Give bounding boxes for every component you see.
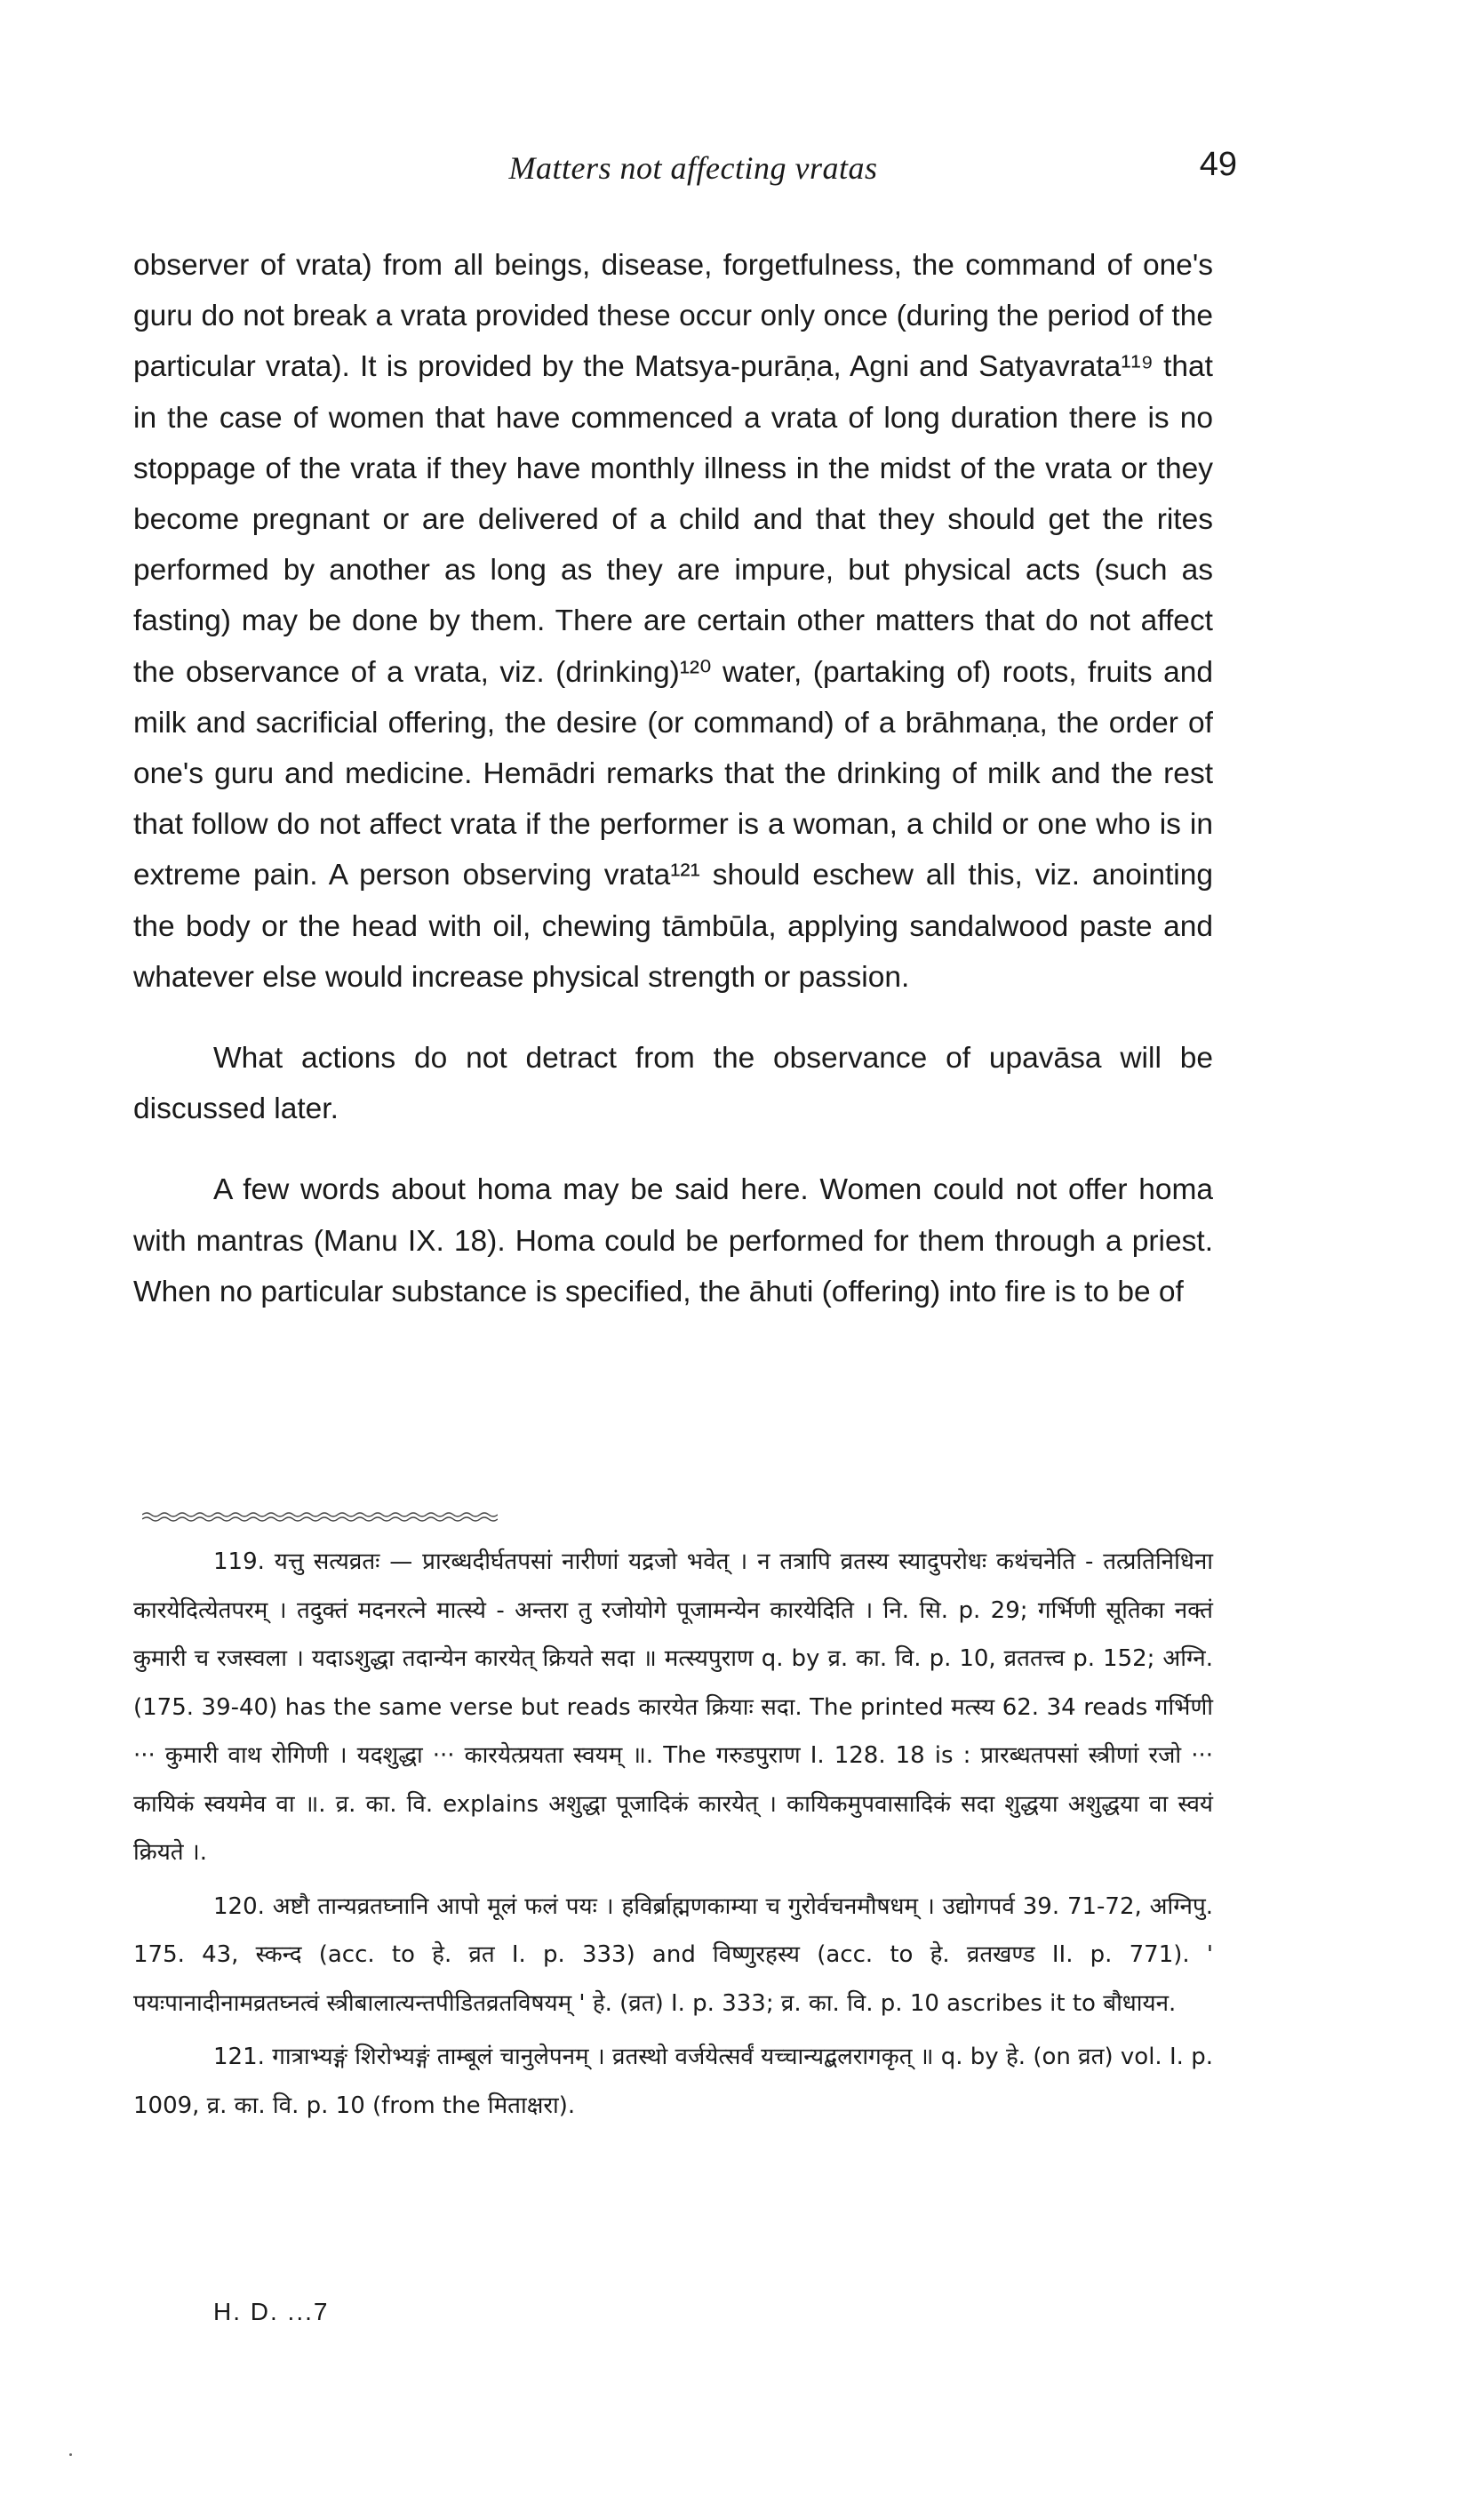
page-number: 49	[1199, 146, 1237, 183]
footnote-120: 120. अष्टौ तान्यव्रतघ्नानि आपो मूलं फलं पयः । हविर्ब्राह्मणकाम्या च गुरोर्वचनमौषधम् । उद्योगपर्व 39. 71-72, अग्निपु. 175. 43, स्कन्द (acc. to हे. व्रत I. p. 333) and विष्णुरहस्य (acc. to हे. व्रतखण्ड II. p. 771). ' पयःपानादीनामव्रतघ्नत्वं स्त्रीबालात्यन्तपीडितव्रतविषयम् ' हे. (व्रत) I. p. 333; व्र. का. वि. p. 10 ascribes it to बौधायन.	[133, 1892, 1213, 2017]
stray-mark	[69, 2453, 72, 2456]
body-text	[133, 240, 1213, 1317]
signature-mark: H. D. ...7	[213, 2298, 330, 2325]
footnote-119: 119. यत्तु सत्यव्रतः — प्रारब्धदीर्घतपसां नारीणां यद्रजो भवेत् । न तत्रापि व्रतस्य स्यादुपरोधः कथंचनेति - तत्प्रतिनिधिना कारयेदित्येतपरम् । तदुक्तं मदनरत्ने मात्स्ये - अन्तरा तु रजोयोगे पूजामन्येन कारयेदिति । नि. सि. p. 29; गर्भिणी सूतिका नक्तं कुमारी च रजस्वला । यदाऽशुद्धा तदान्येन कारयेत् क्रियते सदा ॥ मत्स्यपुराण q. by व्र. का. वि. p. 10, व्रततत्त्व p. 152; अग्नि. (175. 39-40) has the same verse but reads कारयेत क्रियाः सदा. The printed मत्स्य 62. 34 reads गर्भिणी ··· कुमारी वाथ रोगिणी । यदशुद्धा ··· कारयेत्प्रयता स्वयम् ॥. The गरुडपुराण I. 128. 18 is : प्रारब्धतपसां स्त्रीणां रजो ··· कायिकं स्वयमेव वा ॥. व्र. का. वि. explains अशुद्धा पूजादिकं कारयेत् । कायिकमुपवासादिकं सदा शुद्धया अशुद्धया वा स्वयं क्रियते ।.	[133, 1548, 1213, 1866]
footnotes	[133, 1538, 1213, 2130]
page-header	[133, 142, 1253, 196]
paragraph: What actions do not detract from the observance of upavāsa will be discussed later.	[133, 1042, 1213, 1126]
footnote-divider	[142, 1511, 498, 1522]
footnote-121: 121. गात्राभ्यङ्गं शिरोभ्यङ्गं ताम्बूलं चानुलेपनम् । व्रतस्थो वर्जयेत्सर्वं यच्चान्यद्बलरागकृत् ॥ q. by हे. (on व्रत) vol. I. p. 1009, व्र. का. वि. p. 10 (from the मिताक्षरा).	[133, 2044, 1213, 2119]
running-title: Matters not affecting vratas	[508, 150, 878, 186]
paragraph: observer of vrata) from all beings, disease, forgetfulness, the command of one's guru do not break a vrata provided these occur only once (during the period of the particular vrata). It is provided by the Matsya-purāṇa, Agni and Satyavrata¹¹⁹ that in the case of women that have commenced a vrata of long duration there is no stoppage of the vrata if they have monthly illness in the midst of the vrata or they become pregnant or are delivered of a child and that they should get the rites performed by another as long as they are impure, but physical acts (such as fasting) may be done by them. There are certain other matters that do not affect the observance of a vrata, viz. (drinking)¹²⁰ water, (partaking of) roots, fruits and milk and sacrificial offering, the desire (or command) of a brāhmaṇa, the order of one's guru and medicine. Hemādri remarks that the drinking of milk and the rest that follow do not affect vrata if the performer is a woman, a child or one who is in extreme pain. A person observing vrata¹²¹ should eschew all this, viz. anointing the body or the head with oil, chewing tāmbūla, applying sandalwood paste and whatever else would increase physical strength or passion.	[133, 249, 1213, 994]
paragraph: A few words about homa may be said here. Women could not offer homa with mantras (Manu IX. 18). Homa could be performed for them through a priest. When no particular substance is specified, the āhuti (offering) into fire is to be of	[133, 1173, 1213, 1308]
